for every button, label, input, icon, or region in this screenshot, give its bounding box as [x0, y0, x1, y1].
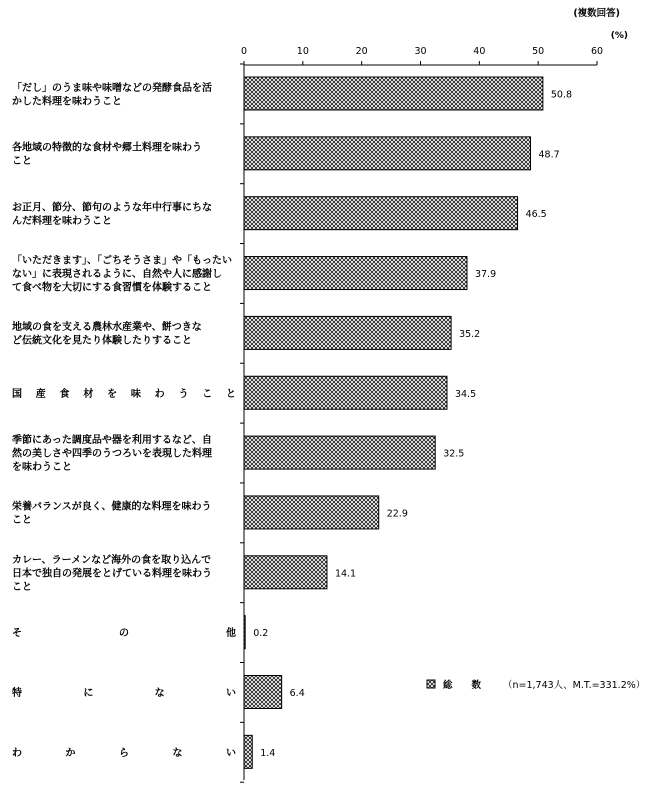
bar-value-label: 46.5	[525, 209, 547, 221]
category-label: 各地域の特徴的な食材や郷土料理を味わう	[12, 142, 202, 154]
value-labels	[253, 90, 572, 759]
x-tick-label: 30	[414, 46, 427, 57]
category-label: 地域の食を支える農林水産業や、餅つきな	[12, 322, 202, 334]
bar	[244, 496, 379, 529]
category-label: かした料理を味わうこと	[12, 96, 122, 108]
category-label: お正月、節分、節句のような年中行事にちな	[12, 202, 212, 214]
bar-value-label: 34.5	[454, 388, 477, 400]
category-labels	[12, 81, 236, 759]
bar-value-label: 37.9	[474, 269, 497, 281]
category-label: ない」に表現されるように、自然や人に感謝し	[12, 269, 222, 281]
bar-value-label: 22.9	[386, 508, 408, 520]
category-label: 特 に な い	[12, 688, 236, 699]
bar	[244, 137, 531, 170]
x-tick-label: 20	[355, 46, 368, 57]
category-label: 日本で独自の発展をとげている料理を味わう	[12, 568, 212, 580]
bar-value-label: 0.2	[253, 628, 269, 640]
category-label: 「だし」のうま味や味噌などの発酵食品を活	[12, 82, 212, 94]
bar-value-label: 32.5	[443, 448, 465, 460]
category-label: て食べ物を大切にする食習慣を体験すること	[12, 282, 212, 294]
category-label: ど伝統文化を見たり体験したりすること	[12, 335, 192, 347]
bar	[244, 436, 435, 469]
x-tick-label: 10	[296, 46, 309, 57]
category-label: カレー、ラーメンなど海外の食を取り込んで	[12, 554, 212, 566]
bar-value-label: 1.4	[260, 747, 276, 759]
bar	[244, 257, 467, 290]
bar	[244, 735, 252, 768]
bar	[244, 376, 447, 409]
category-label: わ か ら な い	[12, 747, 236, 759]
category-label: そ の 他	[12, 628, 236, 640]
bar-value-label: 50.8	[550, 89, 573, 101]
bar	[244, 77, 543, 110]
bar	[244, 316, 451, 349]
legend-swatch	[427, 680, 435, 688]
bar	[244, 197, 518, 230]
bar-value-label: 6.4	[289, 688, 305, 699]
bar-value-label: 14.1	[334, 568, 357, 580]
category-label: 国 産 食 材 を 味 わ う こ と	[12, 388, 236, 400]
bars	[240, 64, 543, 782]
x-tick-label: 0	[240, 46, 248, 57]
category-label: こと	[12, 156, 32, 168]
category-label: を味わうこと	[12, 462, 72, 474]
bar	[244, 676, 282, 709]
category-label: こと	[12, 515, 32, 527]
x-tick-label: 60	[590, 46, 604, 57]
category-label: んだ料理を味わうこと	[12, 215, 112, 227]
legend-series-label: 総 数	[443, 680, 482, 691]
bar	[244, 556, 327, 589]
bar-value-label: 35.2	[459, 328, 481, 340]
x-tick-label: 40	[473, 46, 486, 57]
x-axis-ticks	[241, 46, 603, 65]
x-tick-label: 50	[532, 46, 545, 57]
category-label: 「いただきます」、「ごちそうさま」や「もったい	[12, 255, 232, 267]
category-label: 季節にあった調度品や器を利用するなど、自	[12, 435, 212, 447]
category-label: こと	[12, 581, 32, 593]
category-label: 栄養バランスが良く、健康的な料理を味わう	[12, 501, 212, 513]
axis-unit-label: (%)	[610, 31, 628, 41]
legend	[427, 679, 645, 691]
bar-value-label: 48.7	[538, 149, 560, 161]
multiple-answer-note: (複数回答)	[573, 8, 620, 19]
legend-detail: （n=1,743人、M.T.=331.2%）	[503, 680, 646, 691]
category-label: 然の美しさや四季のうつろいを表現した料理	[12, 448, 212, 460]
